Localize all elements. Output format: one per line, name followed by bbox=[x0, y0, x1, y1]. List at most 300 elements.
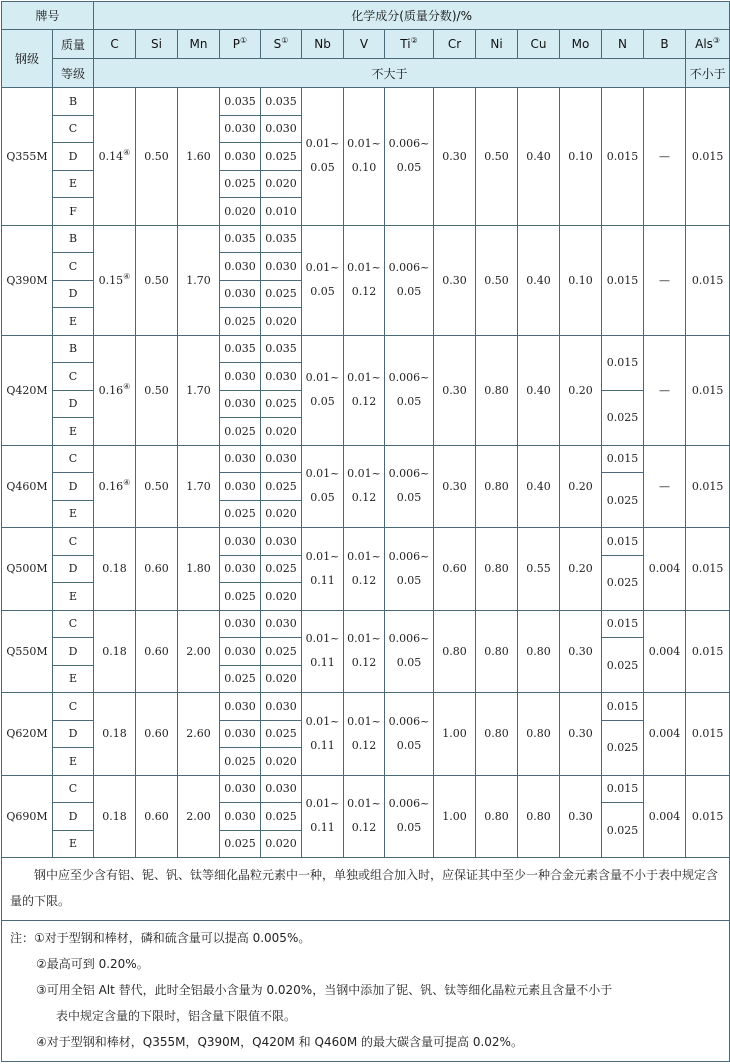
nb-range bbox=[302, 88, 344, 226]
nb-range-bottom: 0.05 bbox=[310, 285, 335, 298]
nb-range-bottom: 0.05 bbox=[310, 395, 335, 408]
cr-value: 0.60 bbox=[434, 528, 476, 611]
s-value: 0.030 bbox=[261, 610, 302, 638]
table-row bbox=[2, 775, 730, 803]
v-range-top: 0.01~ bbox=[347, 632, 381, 646]
col-header-cr: Cr bbox=[434, 30, 476, 59]
v-range-bottom: 0.12 bbox=[351, 395, 377, 408]
p-value: 0.030 bbox=[220, 363, 261, 391]
cu-value: 0.55 bbox=[518, 528, 560, 611]
ti-range-bottom: 0.05 bbox=[396, 821, 422, 835]
c-value bbox=[94, 225, 136, 335]
s-value: 0.030 bbox=[261, 528, 302, 556]
b-value: — bbox=[644, 225, 686, 335]
mn-value: 2.00 bbox=[178, 775, 220, 858]
col-header-cu: Cu bbox=[518, 30, 560, 59]
mo-value: 0.20 bbox=[560, 335, 602, 445]
ti-range-bottom: 0.05 bbox=[396, 285, 422, 298]
nb-range-top: 0.01~ bbox=[305, 371, 340, 384]
nb-range bbox=[302, 775, 344, 858]
p-value: 0.030 bbox=[220, 555, 261, 583]
footnote-3: ③可用全铝 Alt 替代，此时全铝最小含量为 0.020%，当钢中添加了铌、钒、钛等细化晶粒元素且含量不小于 bbox=[36, 983, 613, 997]
p-value: 0.020 bbox=[220, 198, 261, 226]
quality-level: C bbox=[53, 253, 94, 281]
quality-level: E bbox=[53, 748, 94, 776]
ni-value: 0.80 bbox=[476, 775, 518, 858]
c-value-text: 0.18 bbox=[102, 809, 127, 823]
quality-level: C bbox=[53, 610, 94, 638]
v-range bbox=[344, 335, 385, 445]
footnotes bbox=[2, 921, 730, 1062]
footnote-ref: ③ bbox=[712, 36, 721, 45]
footnote-ref: ④ bbox=[123, 381, 131, 391]
ni-value: 0.80 bbox=[476, 445, 518, 528]
p-value: 0.030 bbox=[220, 115, 261, 143]
footnote-3-cont: 表中规定含量的下限时，铝含量下限值不限。 bbox=[56, 1009, 297, 1023]
p-value: 0.025 bbox=[220, 308, 261, 336]
n-value-top: 0.015 bbox=[602, 335, 644, 390]
nb-range-top: 0.01~ bbox=[305, 261, 340, 274]
quality-level: B bbox=[53, 225, 94, 253]
s-value: 0.035 bbox=[261, 225, 302, 253]
nb-range-bottom: 0.11 bbox=[310, 656, 335, 670]
b-value: 0.004 bbox=[644, 775, 686, 858]
mo-value: 0.10 bbox=[560, 225, 602, 335]
nb-range bbox=[302, 335, 344, 445]
v-range-bottom: 0.12 bbox=[351, 656, 377, 670]
cu-value: 0.80 bbox=[518, 610, 560, 693]
v-range bbox=[344, 88, 385, 226]
col-header-nb: Nb bbox=[302, 30, 344, 59]
table-row bbox=[2, 528, 730, 556]
footnote-prefix: 注： bbox=[10, 931, 35, 945]
ti-range-bottom: 0.05 bbox=[396, 161, 422, 175]
table-row bbox=[2, 610, 730, 638]
n-value-bottom: 0.025 bbox=[602, 720, 644, 775]
n-value: 0.015 bbox=[602, 225, 644, 335]
v-range-bottom: 0.12 bbox=[351, 821, 377, 835]
ti-range bbox=[385, 693, 434, 776]
ti-range bbox=[385, 445, 434, 528]
p-value: 0.030 bbox=[220, 693, 261, 721]
s-value: 0.020 bbox=[261, 308, 302, 336]
s-value: 0.020 bbox=[261, 418, 302, 446]
p-value: 0.030 bbox=[220, 528, 261, 556]
v-range bbox=[344, 693, 385, 776]
cu-value: 0.40 bbox=[518, 445, 560, 528]
table-row bbox=[2, 445, 730, 473]
si-value: 0.60 bbox=[136, 528, 178, 611]
s-value: 0.020 bbox=[261, 830, 302, 858]
brand-header: 牌号 bbox=[2, 2, 94, 30]
mo-value: 0.30 bbox=[560, 610, 602, 693]
ti-range-bottom: 0.05 bbox=[396, 491, 422, 505]
table-row bbox=[2, 335, 730, 363]
nb-range-bottom: 0.11 bbox=[310, 821, 335, 835]
steel-grade-header: 钢级 bbox=[2, 30, 53, 88]
v-range-bottom: 0.12 bbox=[351, 573, 377, 587]
v-range-top: 0.01~ bbox=[347, 137, 381, 151]
mn-value: 2.60 bbox=[178, 693, 220, 776]
col-header-c: C bbox=[94, 30, 136, 59]
footnote-ref: ④ bbox=[123, 147, 131, 157]
s-value: 0.035 bbox=[261, 88, 302, 116]
ti-range bbox=[385, 335, 434, 445]
ti-range-top: 0.006~ bbox=[388, 714, 430, 728]
s-value: 0.025 bbox=[261, 555, 302, 583]
nb-range bbox=[302, 610, 344, 693]
nb-range bbox=[302, 225, 344, 335]
quality-level: D bbox=[53, 638, 94, 666]
als-value: 0.015 bbox=[686, 445, 730, 528]
p-value: 0.025 bbox=[220, 418, 261, 446]
quality-level: E bbox=[53, 830, 94, 858]
quality-level: E bbox=[53, 583, 94, 611]
p-value: 0.025 bbox=[220, 665, 261, 693]
s-value: 0.025 bbox=[261, 720, 302, 748]
footnote-4: ④对于型钢和棒材，Q355M，Q390M，Q420M 和 Q460M 的最大碳含量可提高 0.02%。 bbox=[36, 1035, 523, 1049]
table-row bbox=[2, 693, 730, 721]
ni-value: 0.50 bbox=[476, 225, 518, 335]
ti-range-top: 0.006~ bbox=[388, 261, 430, 274]
p-value: 0.030 bbox=[220, 720, 261, 748]
si-value: 0.50 bbox=[136, 445, 178, 528]
footnote-1: ①对于型钢和棒材，磷和硫含量可以提高 0.005%。 bbox=[34, 931, 311, 945]
v-range-bottom: 0.12 bbox=[351, 738, 377, 752]
c-value-text: 0.16 bbox=[98, 383, 124, 397]
v-range bbox=[344, 445, 385, 528]
nb-range-bottom: 0.05 bbox=[310, 491, 335, 505]
ti-range-top: 0.006~ bbox=[388, 137, 430, 151]
cr-value: 0.30 bbox=[434, 335, 476, 445]
quality-level: E bbox=[53, 418, 94, 446]
chemical-composition-table bbox=[1, 1, 730, 1062]
quality-level: C bbox=[53, 693, 94, 721]
nb-range-top: 0.01~ bbox=[305, 137, 340, 151]
nb-range bbox=[302, 445, 344, 528]
c-value-text: 0.18 bbox=[102, 562, 127, 576]
p-value: 0.030 bbox=[220, 390, 261, 418]
nb-range-top: 0.01~ bbox=[305, 632, 340, 646]
ti-range-top: 0.006~ bbox=[388, 549, 430, 563]
quality-level: D bbox=[53, 280, 94, 308]
col-header-si: Si bbox=[136, 30, 178, 59]
s-value: 0.035 bbox=[261, 335, 302, 363]
v-range-bottom: 0.12 bbox=[351, 491, 377, 505]
s-value: 0.025 bbox=[261, 390, 302, 418]
note-main: 钢中应至少含有铝、铌、钒、钛等细化晶粒元素中一种，单独或组合加入时，应保证其中至少一种合金元素含量不小于表中规定含量的下限。 bbox=[2, 858, 730, 921]
steel-grade: Q390M bbox=[2, 225, 53, 335]
col-header-ni: Ni bbox=[476, 30, 518, 59]
col-header-mo: Mo bbox=[560, 30, 602, 59]
als-value: 0.015 bbox=[686, 693, 730, 776]
als-value: 0.015 bbox=[686, 335, 730, 445]
c-value-text: 0.15 bbox=[98, 273, 124, 287]
quality-level: B bbox=[53, 88, 94, 116]
s-value: 0.025 bbox=[261, 803, 302, 831]
n-value-top: 0.015 bbox=[602, 528, 644, 556]
v-range-top: 0.01~ bbox=[347, 261, 381, 274]
p-value: 0.025 bbox=[220, 583, 261, 611]
mo-value: 0.10 bbox=[560, 88, 602, 226]
s-value: 0.030 bbox=[261, 445, 302, 473]
steel-grade: Q460M bbox=[2, 445, 53, 528]
als-value: 0.015 bbox=[686, 88, 730, 226]
p-value: 0.030 bbox=[220, 253, 261, 281]
als-value: 0.015 bbox=[686, 610, 730, 693]
v-range-top: 0.01~ bbox=[347, 714, 381, 728]
ni-value: 0.80 bbox=[476, 335, 518, 445]
n-value-top: 0.015 bbox=[602, 610, 644, 638]
col-header-mn: Mn bbox=[178, 30, 220, 59]
table-row bbox=[2, 88, 730, 116]
footnote-ref: ① bbox=[240, 36, 248, 45]
quality-level: D bbox=[53, 720, 94, 748]
n-value-bottom: 0.025 bbox=[602, 473, 644, 528]
cu-value: 0.40 bbox=[518, 88, 560, 226]
nb-range-bottom: 0.05 bbox=[310, 161, 335, 175]
ti-range-top: 0.006~ bbox=[388, 797, 430, 811]
b-value: — bbox=[644, 88, 686, 226]
not-greater-header: 不大于 bbox=[94, 59, 686, 88]
n-value: 0.015 bbox=[602, 88, 644, 226]
n-value-bottom: 0.025 bbox=[602, 638, 644, 693]
quality-level: C bbox=[53, 775, 94, 803]
nb-range-top: 0.01~ bbox=[305, 549, 340, 563]
footnote-ref: ② bbox=[410, 36, 418, 45]
footnote-ref: ④ bbox=[123, 271, 131, 281]
n-value-top: 0.015 bbox=[602, 445, 644, 473]
c-value bbox=[94, 528, 136, 611]
quality-level: C bbox=[53, 115, 94, 143]
steel-grade: Q620M bbox=[2, 693, 53, 776]
footnote-2: ②最高可到 0.20%。 bbox=[36, 957, 149, 971]
composition-header: 化学成分(质量分数)/% bbox=[94, 2, 730, 30]
s-value: 0.020 bbox=[261, 500, 302, 528]
c-value-text: 0.14 bbox=[98, 149, 124, 163]
si-value: 0.60 bbox=[136, 693, 178, 776]
p-value: 0.025 bbox=[220, 830, 261, 858]
quality-level: C bbox=[53, 528, 94, 556]
b-value: 0.004 bbox=[644, 693, 686, 776]
col-header-p: P① bbox=[220, 30, 261, 59]
v-range-top: 0.01~ bbox=[347, 797, 381, 811]
s-value: 0.025 bbox=[261, 638, 302, 666]
ti-range-top: 0.006~ bbox=[388, 467, 430, 481]
nb-range-bottom: 0.11 bbox=[310, 573, 335, 587]
col-header-als: Als③ bbox=[686, 30, 730, 59]
p-value: 0.030 bbox=[220, 803, 261, 831]
cu-value: 0.40 bbox=[518, 225, 560, 335]
s-value: 0.030 bbox=[261, 363, 302, 391]
ni-value: 0.80 bbox=[476, 528, 518, 611]
quality-level: E bbox=[53, 500, 94, 528]
cr-value: 1.00 bbox=[434, 775, 476, 858]
ti-range bbox=[385, 88, 434, 226]
ni-value: 0.80 bbox=[476, 693, 518, 776]
s-value: 0.020 bbox=[261, 583, 302, 611]
quality-header-top: 质量 bbox=[53, 30, 94, 59]
cr-value: 0.30 bbox=[434, 225, 476, 335]
mn-value: 1.70 bbox=[178, 335, 220, 445]
quality-level: E bbox=[53, 665, 94, 693]
steel-grade: Q690M bbox=[2, 775, 53, 858]
ni-value: 0.50 bbox=[476, 88, 518, 226]
n-value-top: 0.015 bbox=[602, 775, 644, 803]
cu-value: 0.80 bbox=[518, 693, 560, 776]
ti-range-top: 0.006~ bbox=[388, 371, 430, 384]
si-value: 0.60 bbox=[136, 610, 178, 693]
p-value: 0.025 bbox=[220, 748, 261, 776]
s-value: 0.030 bbox=[261, 693, 302, 721]
s-value: 0.030 bbox=[261, 253, 302, 281]
mn-value: 1.70 bbox=[178, 445, 220, 528]
v-range-bottom: 0.12 bbox=[351, 285, 377, 298]
c-value bbox=[94, 445, 136, 528]
c-value-text: 0.18 bbox=[102, 644, 127, 658]
b-value: 0.004 bbox=[644, 528, 686, 611]
mo-value: 0.20 bbox=[560, 528, 602, 611]
not-less-header: 不小于 bbox=[686, 59, 730, 88]
v-range-bottom: 0.10 bbox=[351, 161, 377, 175]
col-header-ti: Ti② bbox=[385, 30, 434, 59]
ti-range bbox=[385, 225, 434, 335]
ti-range-bottom: 0.05 bbox=[396, 656, 422, 670]
nb-range bbox=[302, 528, 344, 611]
quality-level: E bbox=[53, 170, 94, 198]
s-value: 0.010 bbox=[261, 198, 302, 226]
nb-range-bottom: 0.11 bbox=[310, 738, 335, 752]
n-value-bottom: 0.025 bbox=[602, 555, 644, 610]
ti-range bbox=[385, 528, 434, 611]
steel-grade: Q550M bbox=[2, 610, 53, 693]
p-value: 0.030 bbox=[220, 775, 261, 803]
ti-range-top: 0.006~ bbox=[388, 632, 430, 646]
si-value: 0.50 bbox=[136, 88, 178, 226]
ti-range-bottom: 0.05 bbox=[396, 395, 422, 408]
n-value-top: 0.015 bbox=[602, 693, 644, 721]
mo-value: 0.30 bbox=[560, 775, 602, 858]
v-range bbox=[344, 610, 385, 693]
v-range bbox=[344, 225, 385, 335]
mo-value: 0.20 bbox=[560, 445, 602, 528]
mn-value: 2.00 bbox=[178, 610, 220, 693]
v-range-top: 0.01~ bbox=[347, 549, 381, 563]
nb-range-top: 0.01~ bbox=[305, 467, 340, 481]
quality-level: D bbox=[53, 555, 94, 583]
c-value-text: 0.18 bbox=[102, 727, 127, 741]
col-header-n: N bbox=[602, 30, 644, 59]
ti-range-bottom: 0.05 bbox=[396, 738, 422, 752]
steel-grade: Q420M bbox=[2, 335, 53, 445]
c-value-text: 0.16 bbox=[98, 479, 124, 493]
s-value: 0.025 bbox=[261, 143, 302, 171]
s-value: 0.025 bbox=[261, 473, 302, 501]
s-value: 0.030 bbox=[261, 115, 302, 143]
v-range bbox=[344, 528, 385, 611]
p-value: 0.025 bbox=[220, 500, 261, 528]
s-value: 0.025 bbox=[261, 280, 302, 308]
nb-range bbox=[302, 693, 344, 776]
footnote-ref: ④ bbox=[123, 477, 131, 487]
col-header-b: B bbox=[644, 30, 686, 59]
si-value: 0.50 bbox=[136, 335, 178, 445]
p-value: 0.030 bbox=[220, 638, 261, 666]
cu-value: 0.80 bbox=[518, 775, 560, 858]
p-value: 0.035 bbox=[220, 88, 261, 116]
table-row bbox=[2, 225, 730, 253]
footnote-ref: ① bbox=[281, 36, 289, 45]
si-value: 0.60 bbox=[136, 775, 178, 858]
als-value: 0.015 bbox=[686, 775, 730, 858]
cr-value: 0.30 bbox=[434, 445, 476, 528]
quality-level: D bbox=[53, 390, 94, 418]
ti-range bbox=[385, 610, 434, 693]
quality-level: D bbox=[53, 803, 94, 831]
steel-grade: Q500M bbox=[2, 528, 53, 611]
p-value: 0.035 bbox=[220, 335, 261, 363]
cu-value: 0.40 bbox=[518, 335, 560, 445]
cr-value: 1.00 bbox=[434, 693, 476, 776]
als-value: 0.015 bbox=[686, 225, 730, 335]
p-value: 0.030 bbox=[220, 473, 261, 501]
c-value bbox=[94, 775, 136, 858]
quality-level: E bbox=[53, 308, 94, 336]
als-value: 0.015 bbox=[686, 528, 730, 611]
steel-grade: Q355M bbox=[2, 88, 53, 226]
col-header-v: V bbox=[344, 30, 385, 59]
s-value: 0.020 bbox=[261, 170, 302, 198]
b-value: — bbox=[644, 445, 686, 528]
mn-value: 1.80 bbox=[178, 528, 220, 611]
c-value bbox=[94, 88, 136, 226]
s-value: 0.030 bbox=[261, 775, 302, 803]
p-value: 0.030 bbox=[220, 610, 261, 638]
c-value bbox=[94, 693, 136, 776]
p-value: 0.030 bbox=[220, 143, 261, 171]
n-value-bottom: 0.025 bbox=[602, 803, 644, 858]
quality-level: C bbox=[53, 363, 94, 391]
v-range-top: 0.01~ bbox=[347, 371, 381, 384]
v-range bbox=[344, 775, 385, 858]
ni-value: 0.80 bbox=[476, 610, 518, 693]
p-value: 0.030 bbox=[220, 280, 261, 308]
s-value: 0.020 bbox=[261, 665, 302, 693]
b-value: 0.004 bbox=[644, 610, 686, 693]
quality-level: F bbox=[53, 198, 94, 226]
ti-range bbox=[385, 775, 434, 858]
quality-level: B bbox=[53, 335, 94, 363]
nb-range-top: 0.01~ bbox=[305, 797, 340, 811]
cr-value: 0.30 bbox=[434, 88, 476, 226]
c-value bbox=[94, 335, 136, 445]
b-value: — bbox=[644, 335, 686, 445]
mo-value: 0.30 bbox=[560, 693, 602, 776]
mn-value: 1.60 bbox=[178, 88, 220, 226]
c-value bbox=[94, 610, 136, 693]
col-header-s: S① bbox=[261, 30, 302, 59]
p-value: 0.025 bbox=[220, 170, 261, 198]
ti-range-bottom: 0.05 bbox=[396, 573, 422, 587]
nb-range-top: 0.01~ bbox=[305, 714, 340, 728]
quality-level: C bbox=[53, 445, 94, 473]
cr-value: 0.80 bbox=[434, 610, 476, 693]
n-value-bottom: 0.025 bbox=[602, 390, 644, 445]
quality-level: D bbox=[53, 143, 94, 171]
v-range-top: 0.01~ bbox=[347, 467, 381, 481]
p-value: 0.035 bbox=[220, 225, 261, 253]
si-value: 0.50 bbox=[136, 225, 178, 335]
